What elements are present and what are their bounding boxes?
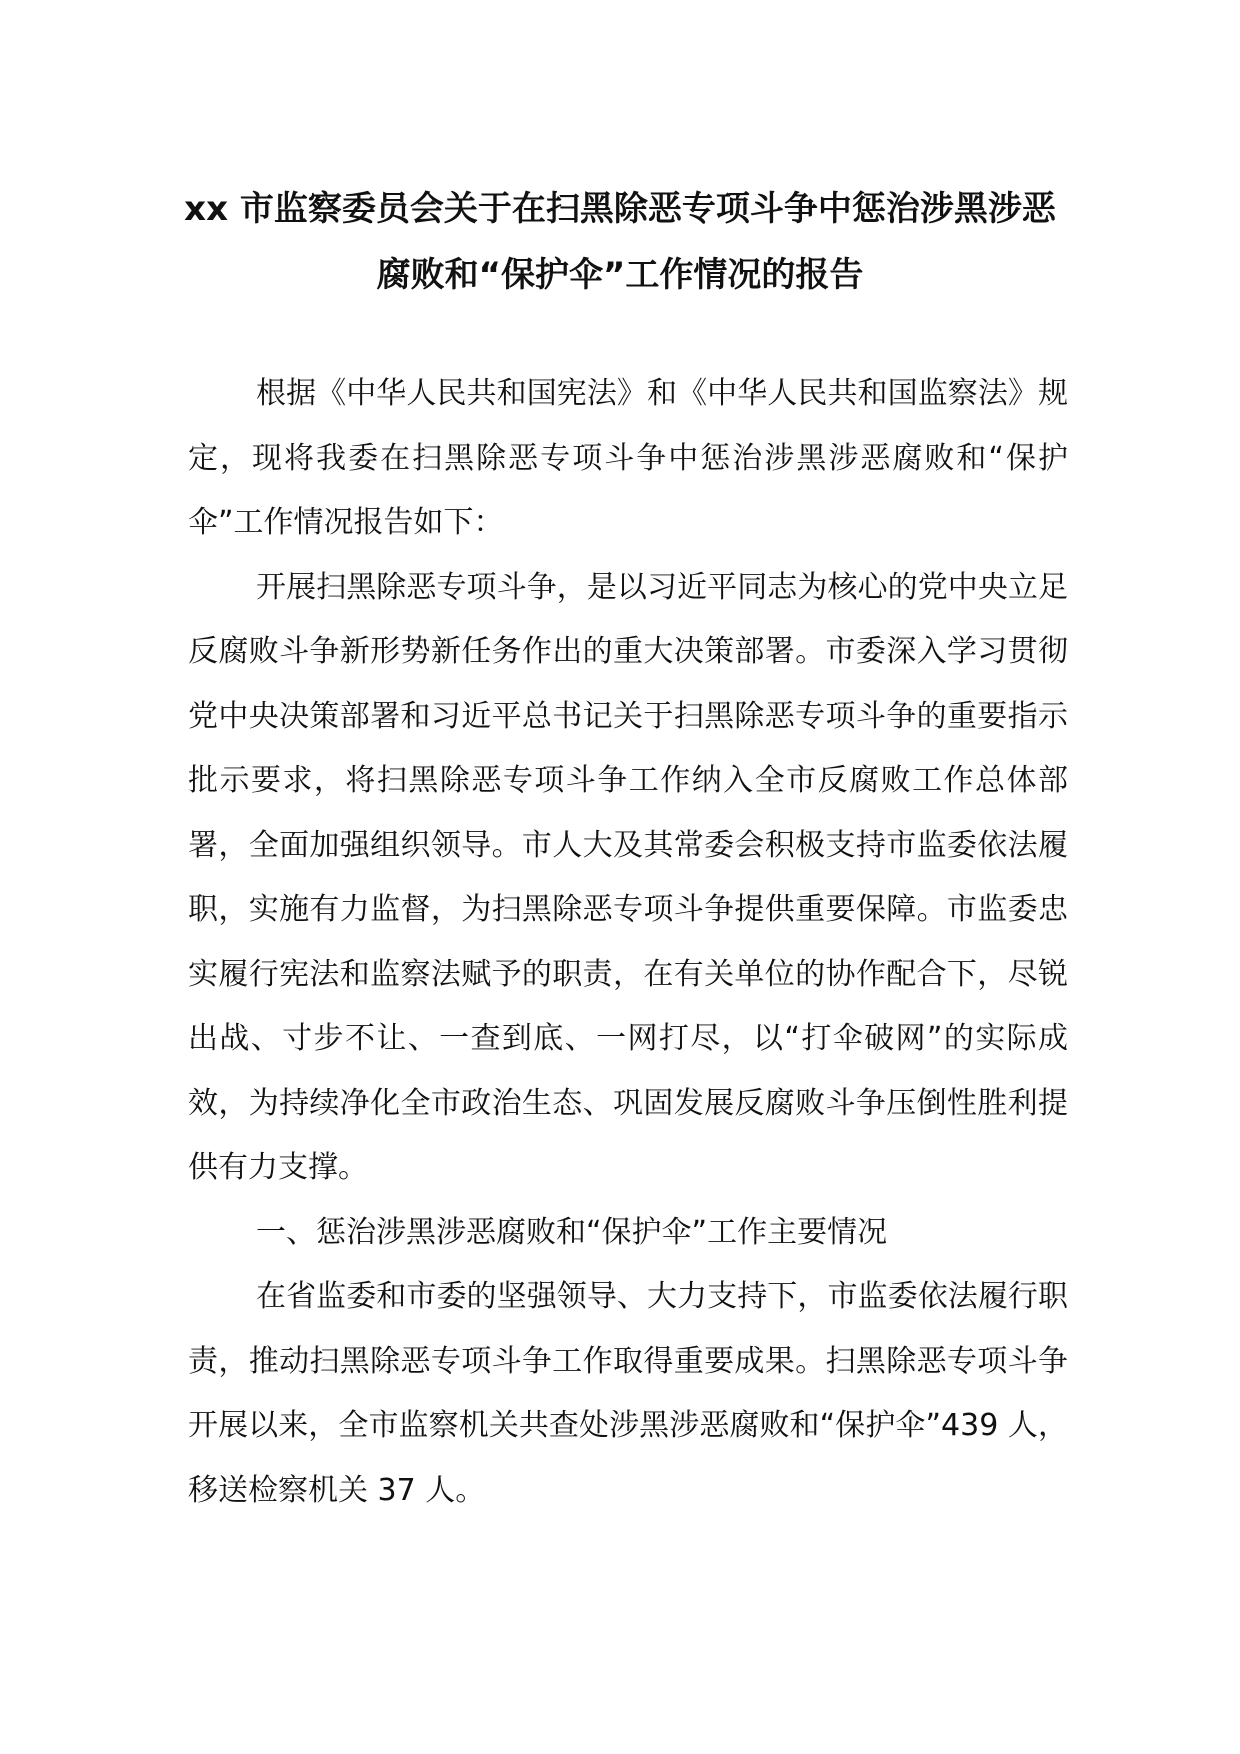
paragraph-results: 在省监委和市委的坚强领导、大力支持下，市监委依法履行职责，推动扫黑除恶专项斗争工作取得重要成果。扫黑除恶专项斗争开展以来，全市监察机关共查处涉黑涉恶腐败和“保护伞”439 人，移送检察机关 37 人。: [188, 1279, 1068, 1508]
paragraph-background: 开展扫黑除恶专项斗争，是以习近平同志为核心的党中央立足反腐败斗争新形势新任务作出的重大决策部署。市委深入学习贯彻党中央决策部署和习近平总书记关于扫黑除恶专项斗争的重要指示批示要求，将扫黑除恶专项斗争工作纳入全市反腐败工作总体部署，全面加强组织领导。市人大及其常委会积极支持市监委依法履职，实施有力监督，为扫黑除恶专项斗争提供重要保障。市监委忠实履行宪法和监察法赋予的职责，在有关单位的协作配合下，尽锐出战、寸步不让、一查到底、一网打尽，以“打伞破网”的实际成效，为持续净化全市政治生态、巩固发展反腐败斗争压倒性胜利提供有力支撑。: [188, 569, 1068, 1185]
document-title: xx 市监察委员会关于在扫黑除恶专项斗争中惩治涉黑涉恶腐败和“保护伞”工作情况的报告: [184, 189, 1056, 295]
document-body: [188, 362, 1068, 1523]
section-heading-1: 一、惩治涉黑涉恶腐败和“保护伞”工作主要情况: [256, 1214, 888, 1250]
paragraph-intro: 根据《中华人民共和国宪法》和《中华人民共和国监察法》规定，现将我委在扫黑除恶专项斗争中惩治涉黑涉恶腐败和“保护伞”工作情况报告如下：: [188, 376, 1068, 540]
